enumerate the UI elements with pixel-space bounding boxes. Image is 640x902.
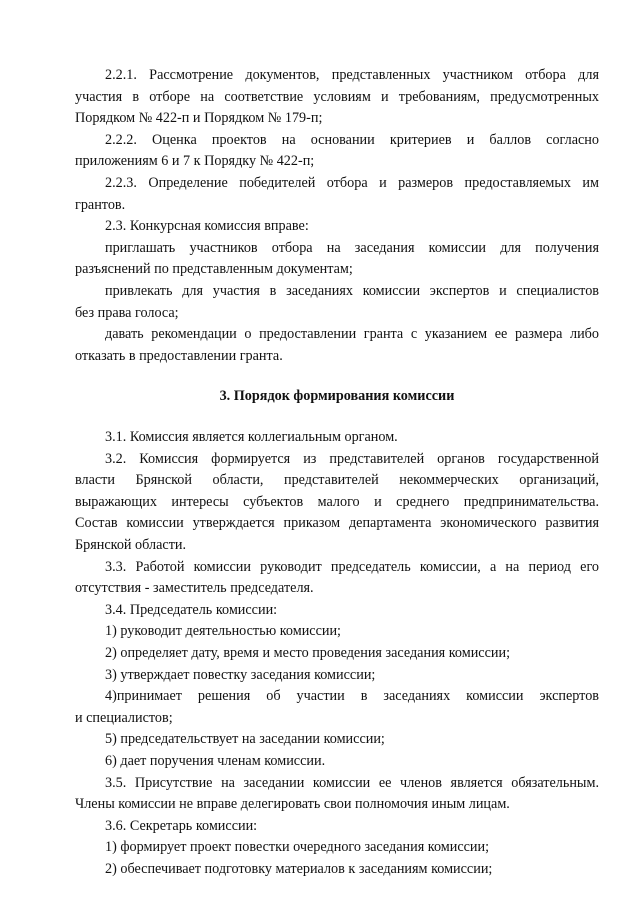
text-line: 1) руководит деятельностью комиссии; — [105, 623, 342, 639]
text-line: участия в отборе на соответствие условиям и требованиям, предусмотренных — [75, 89, 599, 105]
text-line: приложениям 6 и 7 к Порядку № 422-п; — [75, 153, 315, 169]
text-line: 2) обеспечивает подготовку материалов к заседаниям комиссии; — [105, 861, 493, 877]
text-line: 3.1. Комиссия является коллегиальным органом. — [105, 429, 398, 445]
section-heading: 3. Порядок формирования комиссии — [219, 388, 455, 404]
text-line: Брянской области. — [75, 537, 187, 553]
text-line: без права голоса; — [75, 305, 179, 321]
text-line: 3.2. Комиссия формируется из представителей органов государственной — [105, 451, 599, 467]
text-line: 1) формирует проект повестки очередного заседания комиссии; — [105, 839, 490, 855]
text-line: 5) председательствует на заседании комиссии; — [105, 731, 385, 747]
text-line: разъяснений по представленным документам; — [75, 261, 353, 277]
text-line: отсутствия - заместитель председателя. — [75, 580, 314, 596]
text-line: Порядком № 422-п и Порядком № 179-п; — [75, 110, 323, 126]
text-line: 2.3. Конкурсная комиссия вправе: — [105, 218, 309, 234]
text-line: 3.4. Председатель комиссии: — [105, 602, 278, 618]
text-line: 4)принимает решения об участии в заседаниях комиссии экспертов — [105, 688, 599, 704]
text-line: 3.3. Работой комиссии руководит председатель комиссии, а на период его — [105, 559, 599, 575]
text-line: давать рекомендации о предоставлении гранта с указанием ее размера либо — [105, 326, 599, 342]
text-line: Члены комиссии не вправе делегировать свои полномочия иным лицам. — [75, 796, 510, 812]
text-line: 2.2.1. Рассмотрение документов, представленных участником отбора для — [105, 67, 599, 83]
text-line: выражающих интересы субъектов малого и среднего предпринимательства. — [75, 494, 599, 510]
text-line: 2) определяет дату, время и место проведения заседания комиссии; — [105, 645, 511, 661]
text-line: отказать в предоставлении гранта. — [75, 348, 283, 364]
text-line: власти Брянской области, представителей некоммерческих организаций, — [75, 472, 599, 488]
text-line: 2.2.2. Оценка проектов на основании критериев и баллов согласно — [105, 132, 599, 148]
text-line: грантов. — [75, 197, 126, 213]
text-line: 6) дает поручения членам комиссии. — [105, 753, 326, 769]
text-line: приглашать участников отбора на заседания комиссии для получения — [105, 240, 599, 256]
text-line: 3) утверждает повестку заседания комиссии; — [105, 667, 376, 683]
text-line: привлекать для участия в заседаниях комиссии экспертов и специалистов — [105, 283, 599, 299]
text-line: Состав комиссии утверждается приказом департамента экономического развития — [75, 515, 599, 531]
text-line: 2.2.3. Определение победителей отбора и размеров предоставляемых им — [105, 175, 599, 191]
text-line: и специалистов; — [75, 710, 173, 726]
text-line: 3.5. Присутствие на заседании комиссии ее членов является обязательным. — [105, 775, 599, 791]
text-line: 3.6. Секретарь комиссии: — [105, 818, 258, 834]
